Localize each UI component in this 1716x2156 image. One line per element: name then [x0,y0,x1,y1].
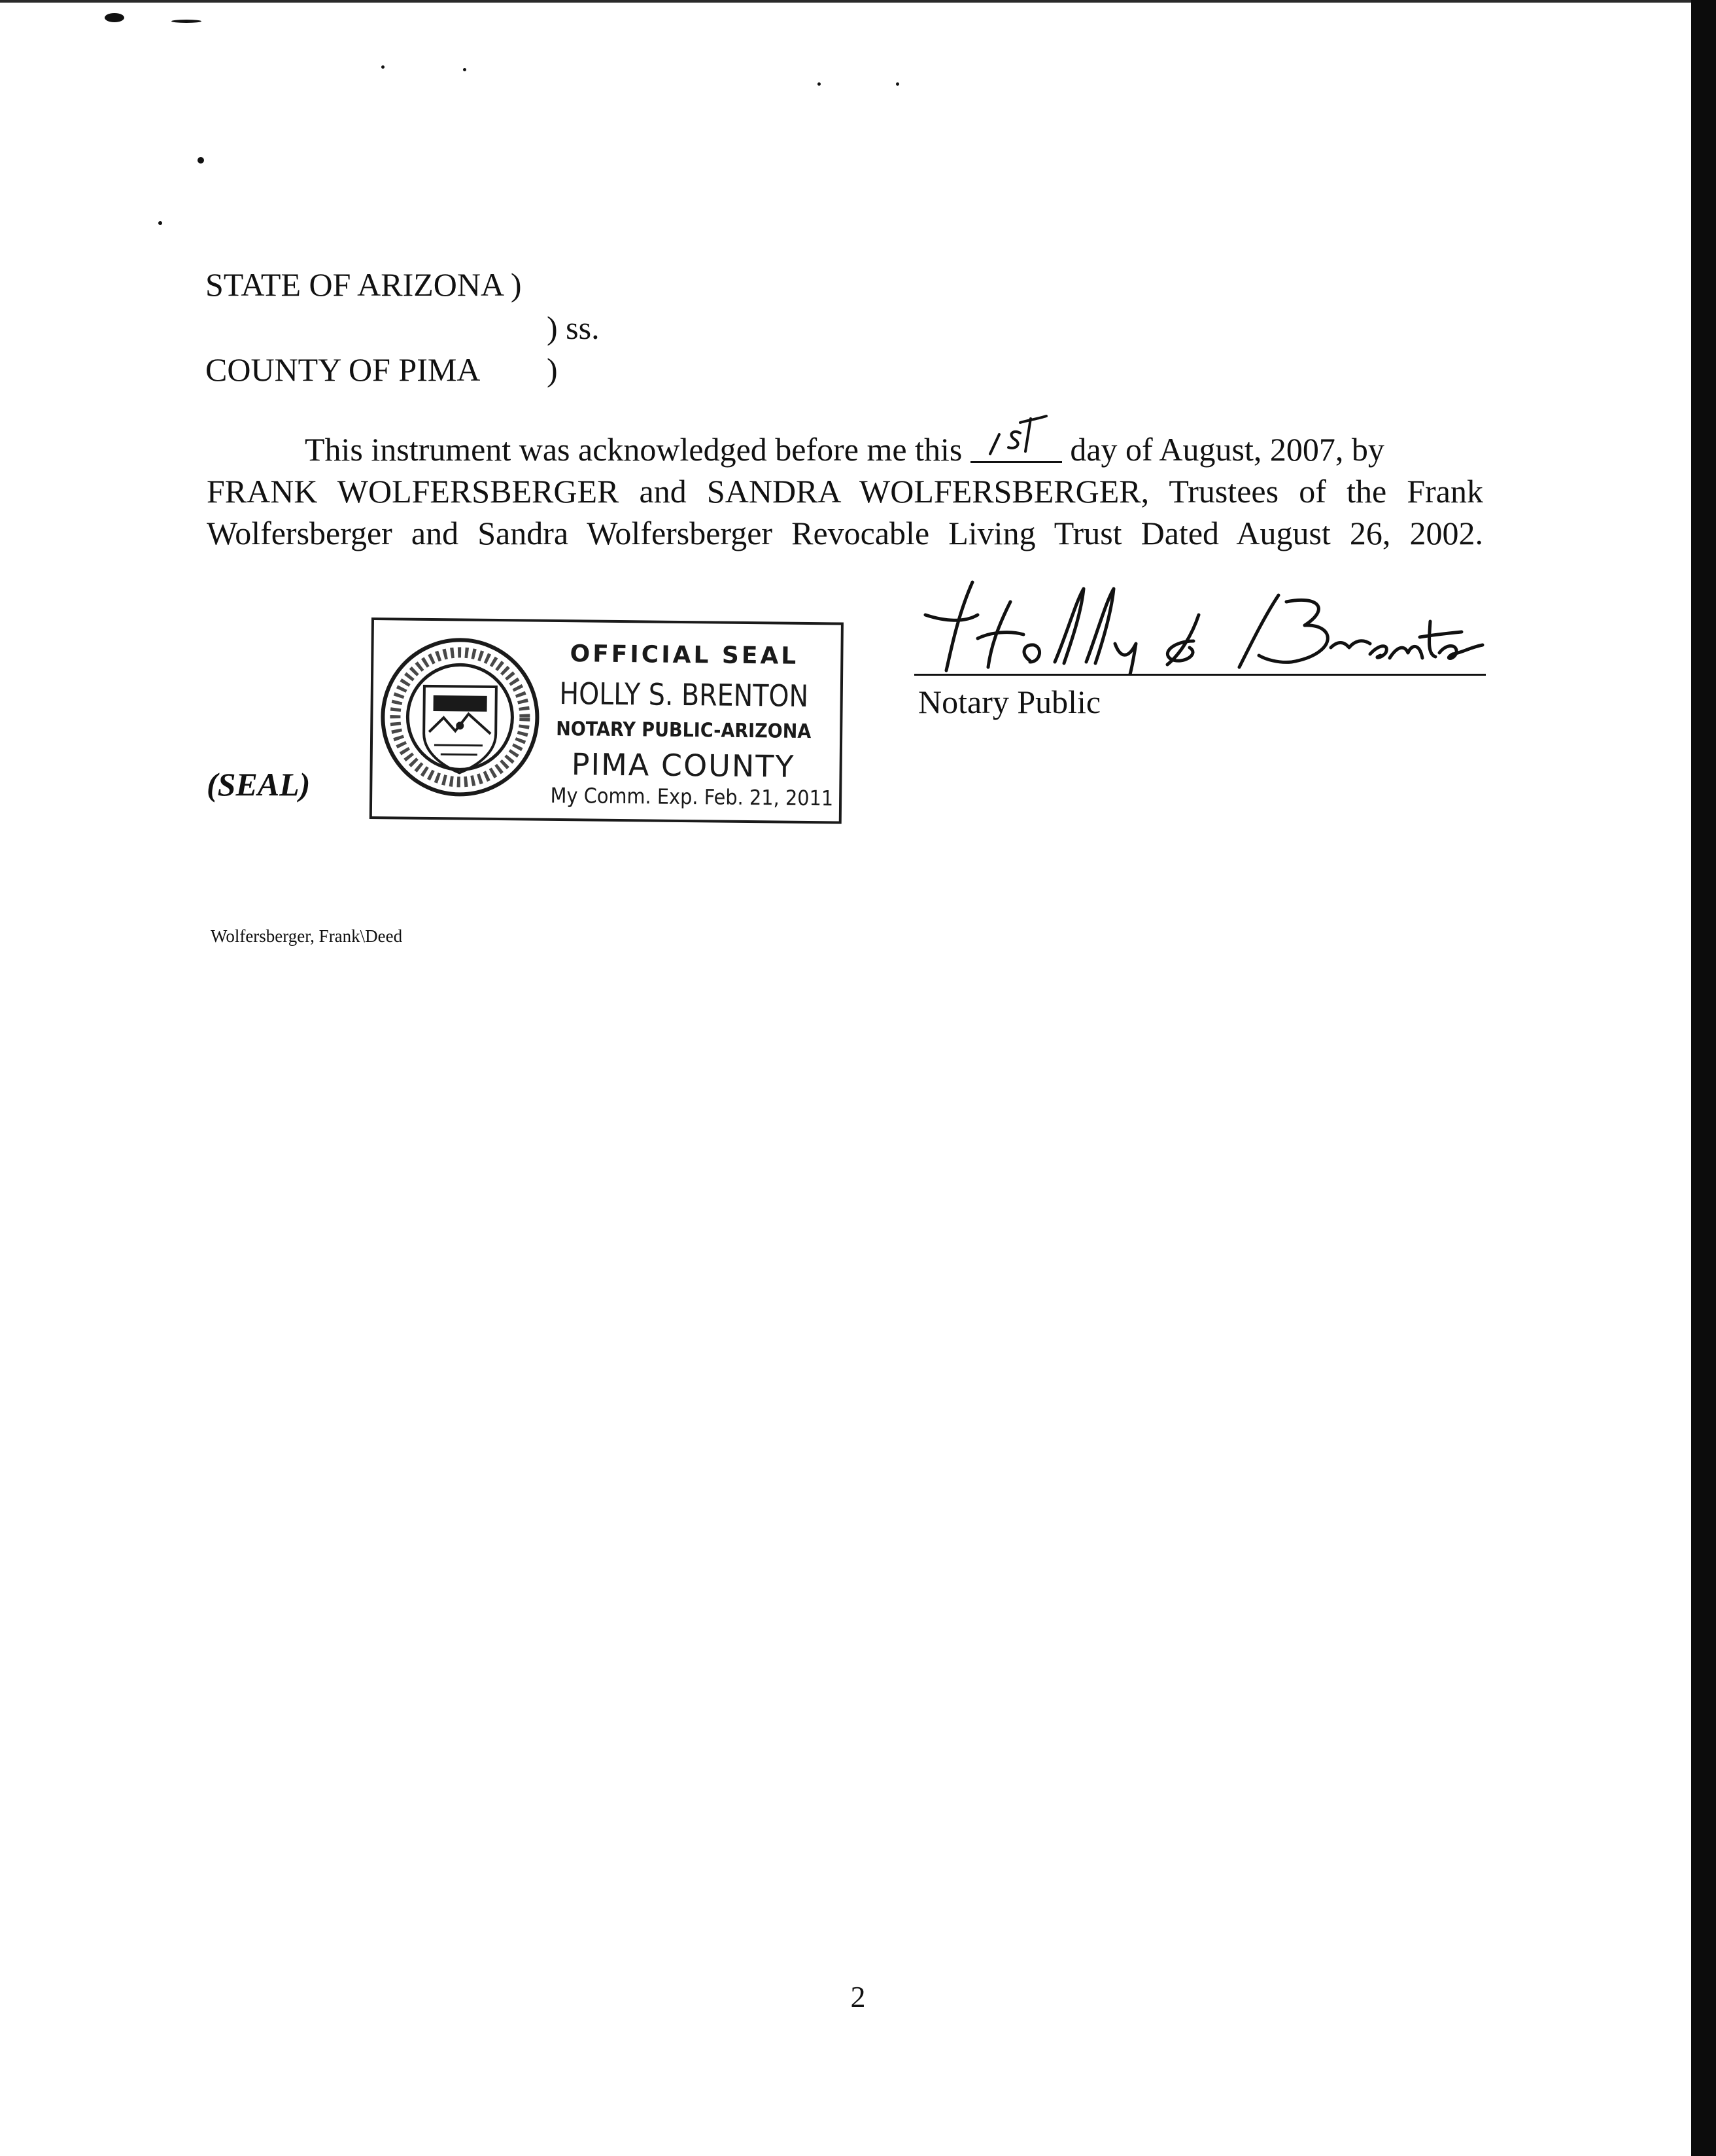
stamp-notary-title: NOTARY PUBLIC-ARIZONA [556,717,812,744]
scan-speck [171,20,201,23]
seal-label: (SEAL) [207,766,311,803]
stamp-county: PIMA COUNTY [571,746,795,784]
signature-line [914,674,1486,676]
state-seal-emblem [377,635,543,800]
notary-signature [912,576,1488,674]
acknowledgment-line-1 [305,433,1483,466]
acknowledgment-line-3: Wolfersberger and Sandra Wolfersberger Revocable Living Trust Dated August 26, 2002. [207,515,1483,551]
venue-state: STATE OF ARIZONA ) [205,266,522,303]
scan-speck [105,13,124,22]
acknowledgment-text: day of August, 2007, by [1070,431,1384,468]
page-number: 2 [850,1980,866,2013]
scan-speck [817,82,821,86]
scan-speck [463,68,466,71]
stamp-official-seal: OFFICIAL SEAL [570,640,799,670]
day-blank [970,434,1062,461]
scan-speck [896,82,899,86]
scan-speck [381,65,385,69]
acknowledgment-line-2: FRANK WOLFERSBERGER and SANDRA WOLFERSBERGER, Trustees of the Frank [207,473,1483,510]
scan-speck [197,157,204,164]
scan-right-edge [1691,0,1716,2156]
venue-ss: ) ss. [547,309,600,346]
notary-stamp [369,617,844,824]
document-reference: Wolfersberger, Frank\Deed [211,926,403,946]
stamp-notary-name: HOLLY S. BRENTON [559,676,809,714]
scan-top-edge [0,0,1691,3]
venue-county: COUNTY OF PIMA [205,351,481,388]
notary-public-caption: Notary Public [918,684,1101,720]
venue-county-paren: ) [547,351,558,388]
scan-speck [158,221,162,225]
day-handwriting [970,408,1062,461]
acknowledgment-text: This instrument was acknowledged before me this [305,431,963,468]
stamp-commission-expiry: My Comm. Exp. Feb. 21, 2011 [550,782,834,811]
